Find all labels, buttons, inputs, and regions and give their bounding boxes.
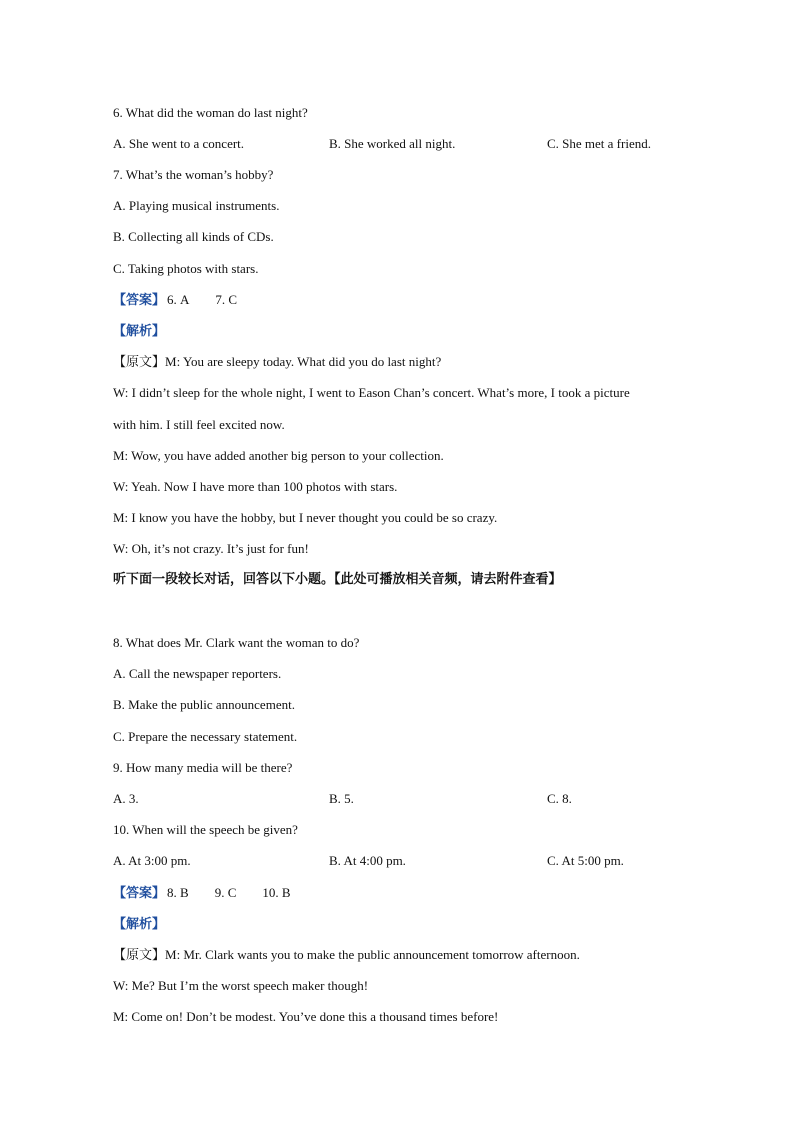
question-10: 10. When will the speech be given? bbox=[113, 822, 298, 837]
answer-10: 10. B bbox=[262, 885, 291, 900]
question-8: 8. What does Mr. Clark want the woman to do? bbox=[113, 635, 360, 650]
q10-option-c: C. At 5:00 pm. bbox=[547, 853, 624, 868]
question-6: 6. What did the woman do last night? bbox=[113, 105, 308, 120]
transcript-2-line-3: M: Come on! Don’t be modest. You’ve done this a thousand times before! bbox=[113, 1009, 499, 1024]
q6-option-a: A. She went to a concert. bbox=[113, 136, 245, 151]
q10-option-a: A. At 3:00 pm. bbox=[113, 853, 191, 868]
answer-block-2 bbox=[113, 885, 291, 902]
q6-option-b: B. She worked all night. bbox=[329, 136, 456, 151]
q8-option-b: B. Make the public announcement. bbox=[113, 697, 295, 712]
transcript-tag: 【原文】 bbox=[113, 355, 166, 370]
transcript-1-line-7: W: Oh, it’s not crazy. It’s just for fun! bbox=[113, 541, 309, 556]
q9-option-c: C. 8. bbox=[547, 791, 572, 806]
q10-option-b: B. At 4:00 pm. bbox=[329, 853, 406, 868]
answer-tag: 【答案】 bbox=[113, 886, 166, 901]
answer-9: 9. C bbox=[214, 885, 237, 900]
q9-option-b: B. 5. bbox=[329, 791, 354, 806]
q6-option-c: C. She met a friend. bbox=[547, 136, 651, 151]
answer-7: 7. C bbox=[215, 292, 238, 307]
transcript-2-line-1 bbox=[113, 947, 580, 964]
listening-instruction: 听下面一段较长对话，回答以下小题。【此处可播放相关音频，请去附件查看】 bbox=[113, 572, 562, 587]
q7-option-b: B. Collecting all kinds of CDs. bbox=[113, 229, 274, 244]
q9-option-a: A. 3. bbox=[113, 791, 139, 806]
transcript-1-line-3: with him. I still feel excited now. bbox=[113, 417, 285, 432]
transcript-1-line-4: M: Wow, you have added another big person to your collection. bbox=[113, 448, 444, 463]
transcript-1-line-5: W: Yeah. Now I have more than 100 photos with stars. bbox=[113, 479, 398, 494]
q8-option-c: C. Prepare the necessary statement. bbox=[113, 729, 298, 744]
transcript-1-line-6: M: I know you have the hobby, but I never thought you could be so crazy. bbox=[113, 510, 498, 525]
transcript-1-line-2: W: I didn’t sleep for the whole night, I went to Eason Chan’s concert. What’s more, I took a picture bbox=[113, 385, 630, 400]
question-7: 7. What’s the woman’s hobby? bbox=[113, 167, 274, 182]
q7-option-c: C. Taking photos with stars. bbox=[113, 261, 259, 276]
analysis-tag: 【解析】 bbox=[113, 917, 166, 932]
transcript-text: M: Mr. Clark wants you to make the public announcement tomorrow afternoon. bbox=[165, 947, 580, 962]
answer-tag: 【答案】 bbox=[113, 293, 166, 308]
transcript-1-line-1 bbox=[113, 354, 441, 371]
analysis-tag: 【解析】 bbox=[113, 324, 166, 339]
q7-option-a: A. Playing musical instruments. bbox=[113, 198, 280, 213]
answer-6: 6. A bbox=[167, 292, 190, 307]
answer-8: 8. B bbox=[167, 885, 189, 900]
transcript-2-line-2: W: Me? But I’m the worst speech maker though! bbox=[113, 978, 369, 993]
transcript-tag: 【原文】 bbox=[113, 948, 166, 963]
q8-option-a: A. Call the newspaper reporters. bbox=[113, 666, 282, 681]
answer-block-1 bbox=[113, 292, 237, 309]
transcript-text: M: You are sleepy today. What did you do last night? bbox=[165, 354, 442, 369]
analysis-block-2 bbox=[113, 916, 165, 933]
question-9: 9. How many media will be there? bbox=[113, 760, 293, 775]
analysis-block-1 bbox=[113, 323, 165, 340]
